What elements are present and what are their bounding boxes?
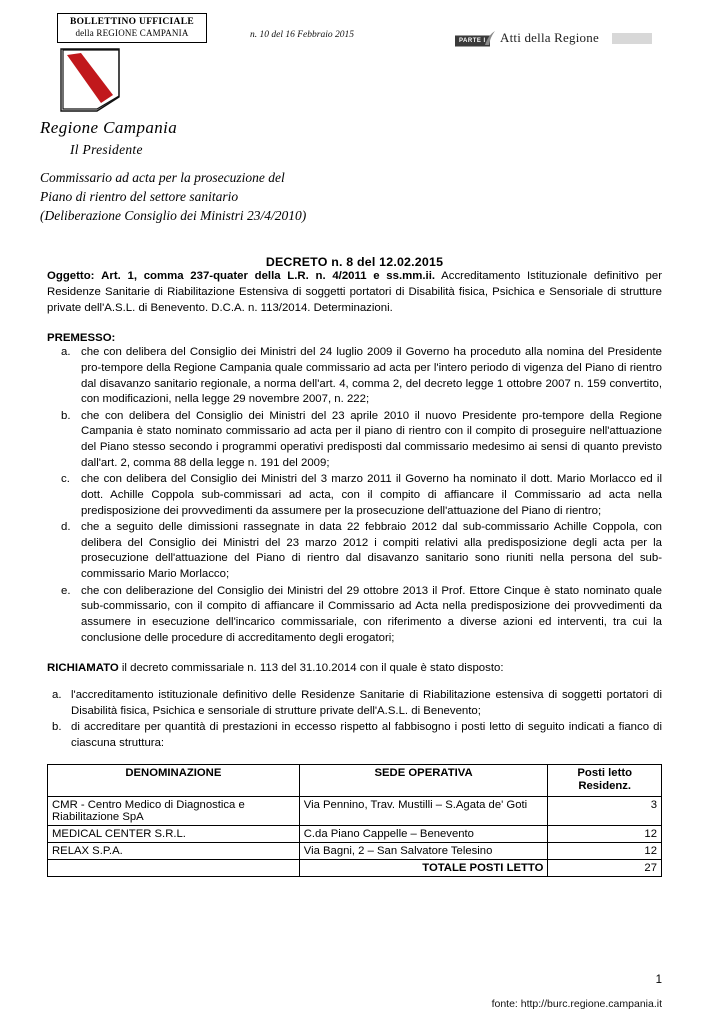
- commissario-block: [40, 168, 724, 225]
- list-item-marker: a.: [52, 689, 62, 702]
- table-header-posti-line1: Posti letto: [577, 766, 632, 779]
- commissario-line1: Commissario ad acta per la prosecuzione del: [40, 170, 285, 185]
- list-item-marker: b.: [52, 721, 62, 734]
- cell-denominazione: MEDICAL CENTER S.R.L.: [48, 825, 300, 842]
- cell-denominazione: CMR - Centro Medico di Diagnostica e Riabilitazione SpA: [48, 796, 300, 825]
- commissario-line2: Piano di rientro del settore sanitario: [40, 189, 239, 205]
- list-item: [47, 520, 662, 583]
- premesso-list: [47, 345, 662, 646]
- premesso-label: PREMESSO:: [47, 332, 116, 345]
- list-item-marker: a.: [61, 346, 71, 359]
- oggetto-bold-text: Art. 1, comma 237-quater della L.R. n. 4/2011 e ss.mm.ii.: [101, 270, 436, 283]
- table-header-row: [48, 764, 662, 796]
- cell-total-label: TOTALE POSTI LETTO: [299, 859, 548, 876]
- page-number: 1: [655, 974, 662, 986]
- richiamato-text: il decreto commissariale n. 113 del 31.10.2014 con il quale è stato disposto:: [121, 662, 504, 675]
- list-item-text: l'accreditamento istituzionale definitivo delle Residenze Sanitarie di Riabilitazione estensiva di soggetti portatori di Disabilità fisica, Psichica e sensoriale di strutture private dell'A.S.L. di Benevento;: [71, 689, 662, 717]
- list-item-text: che con delibera del Consiglio dei Ministri del 24 luglio 2009 il Governo ha proceduto alla nomina del Presidente pro-tempore della Regione Campania quale commissario ad acta per l'intero periodo di vigenza del Piano di rientro dal disavanzo sanitario regionale, a norma dell'art. 4, comma 2, del decreto legge 1 ottobre 2007 n. 159 convertito, con modificazioni, nella legge 29 novembre 2007, n. 222;: [81, 346, 662, 406]
- list-item: [47, 584, 662, 647]
- masthead: [0, 0, 724, 118]
- structures-table: [47, 764, 662, 877]
- cell-denominazione: RELAX S.P.A.: [48, 842, 300, 859]
- richiamato-paragraph: [47, 661, 662, 677]
- oggetto-label: Oggetto:: [47, 270, 95, 283]
- list-item-text: di accreditare per quantità di prestazioni in eccesso rispetto al fabbisogno i posti letto di seguito indicati a fianco di ciascuna struttura:: [71, 721, 662, 750]
- list-item-marker: b.: [61, 409, 71, 422]
- list-item: [47, 472, 662, 519]
- masthead-smudge: [612, 33, 652, 44]
- list-item-marker: d.: [61, 521, 71, 534]
- list-item: [47, 345, 662, 408]
- cell-posti: 3: [548, 796, 662, 825]
- list-item: [47, 409, 662, 472]
- table-header-denominazione: DENOMINAZIONE: [48, 764, 300, 796]
- section-label: Atti della Regione: [500, 30, 599, 45]
- cell-posti: 12: [548, 825, 662, 842]
- list-item-text: che a seguito delle dimissioni rassegnate in data 22 febbraio 2012 dal sub-commissario Achille Coppola, con delibera del Consiglio dei Ministri del 23 marzo 2012 i compiti relativi alla predisposizione degli acta per la prosecuzione dell'attuazione del Piano di rientro dal disavanzo sanitario sono riuniti nella persona del sub-commissario Mario Morlacco;: [81, 521, 662, 581]
- decree-heading: DECRETO n. 8 del 12.02.2015: [265, 255, 444, 270]
- document-body: [0, 255, 724, 876]
- region-title: Regione Campania: [40, 118, 178, 137]
- issue-info: n. 10 del 16 Febbraio 2015: [250, 30, 354, 40]
- list-item-text: che con delibera del Consiglio dei Ministri del 23 aprile 2010 il nuovo Presidente pro-tempore della Regione Campania è stato nominato commissario ad acta per il piano di rientro con il compito di proseguire nell'attuazione del Piano stesso secondo i programmi operativi predisposti dal commissario medesimo ai sensi di quanto previsto dall'art. 2, comma 88 della legge n. 191 del 2009;: [81, 409, 662, 469]
- table-row: [48, 842, 662, 859]
- oggetto-rest-text: Accreditamento Istituzionale definitivo per Residenze Sanitarie di Riabilitazione Estensiva di soggetti portatori di Disabilità fisica, Psichica e Sensoriale di strutture private dell'A.S.L. di Benevento. D.C.A. n. 113/2014. Determinazioni.: [47, 270, 662, 314]
- table-row: [48, 825, 662, 842]
- source-footer: fonte: http://burc.regione.campania.it: [491, 998, 662, 1010]
- cell-sede: C.da Piano Cappelle – Benevento: [299, 825, 548, 842]
- list-item-marker: c.: [61, 473, 70, 486]
- campania-logo-icon: [57, 47, 123, 113]
- list-item-text: che con delibera del Consiglio dei Ministri del 3 marzo 2011 il Governo ha nominato il dott. Mario Morlacco ed il dott. Achille Coppola sub-commissari ad acta, con il compito di affiancare il Commissario ad acta nella predisposizione dei provvedimenti da assumere per la prosecuzione dell'attuazione del Piano di rientro;: [81, 473, 662, 517]
- cell-sede: Via Pennino, Trav. Mustilli – S.Agata de' Goti: [299, 796, 548, 825]
- list-item-marker: e.: [61, 584, 71, 597]
- cell-posti: 12: [548, 842, 662, 859]
- bulletin-title-box: [57, 13, 207, 43]
- list-item: [47, 720, 662, 751]
- bulletin-title-line2: della REGIONE CAMPANIA: [75, 27, 189, 38]
- cell-empty: [48, 859, 300, 876]
- richiamato-label: RICHIAMATO: [47, 662, 119, 675]
- president-title: Il Presidente: [70, 142, 143, 157]
- table-header-posti-line2: Residenz.: [578, 780, 632, 793]
- oggetto-paragraph: [47, 269, 662, 316]
- feather-icon: [483, 30, 497, 46]
- parte-badge: PARTE I: [455, 36, 490, 47]
- list-item-text: che con deliberazione del Consiglio dei Ministri del 29 ottobre 2013 il Prof. Ettore Cinque è stato nominato quale sub-commissario, con il compito di affiancare il Commissario ad Acta nella predisposizione dei provvedimenti da assumere in esecuzione dell'incarico commissariale, con riferimento a diverse azioni ed interventi, tra cui la conclusione delle procedure di accreditamento degli erogatori;: [81, 584, 662, 644]
- cell-total-value: 27: [548, 859, 662, 876]
- table-row: [48, 796, 662, 825]
- table-header-posti: [548, 764, 662, 796]
- table-header-sede: SEDE OPERATIVA: [299, 764, 548, 796]
- richiamato-list: [47, 688, 662, 752]
- table-total-row: [48, 859, 662, 876]
- cell-sede: Via Bagni, 2 – San Salvatore Telesino: [299, 842, 548, 859]
- list-item: [47, 688, 662, 719]
- commissario-line3: (Deliberazione Consiglio dei Ministri 23/4/2010): [40, 208, 307, 224]
- bulletin-title-line1: BOLLETTINO UFFICIALE: [70, 17, 194, 27]
